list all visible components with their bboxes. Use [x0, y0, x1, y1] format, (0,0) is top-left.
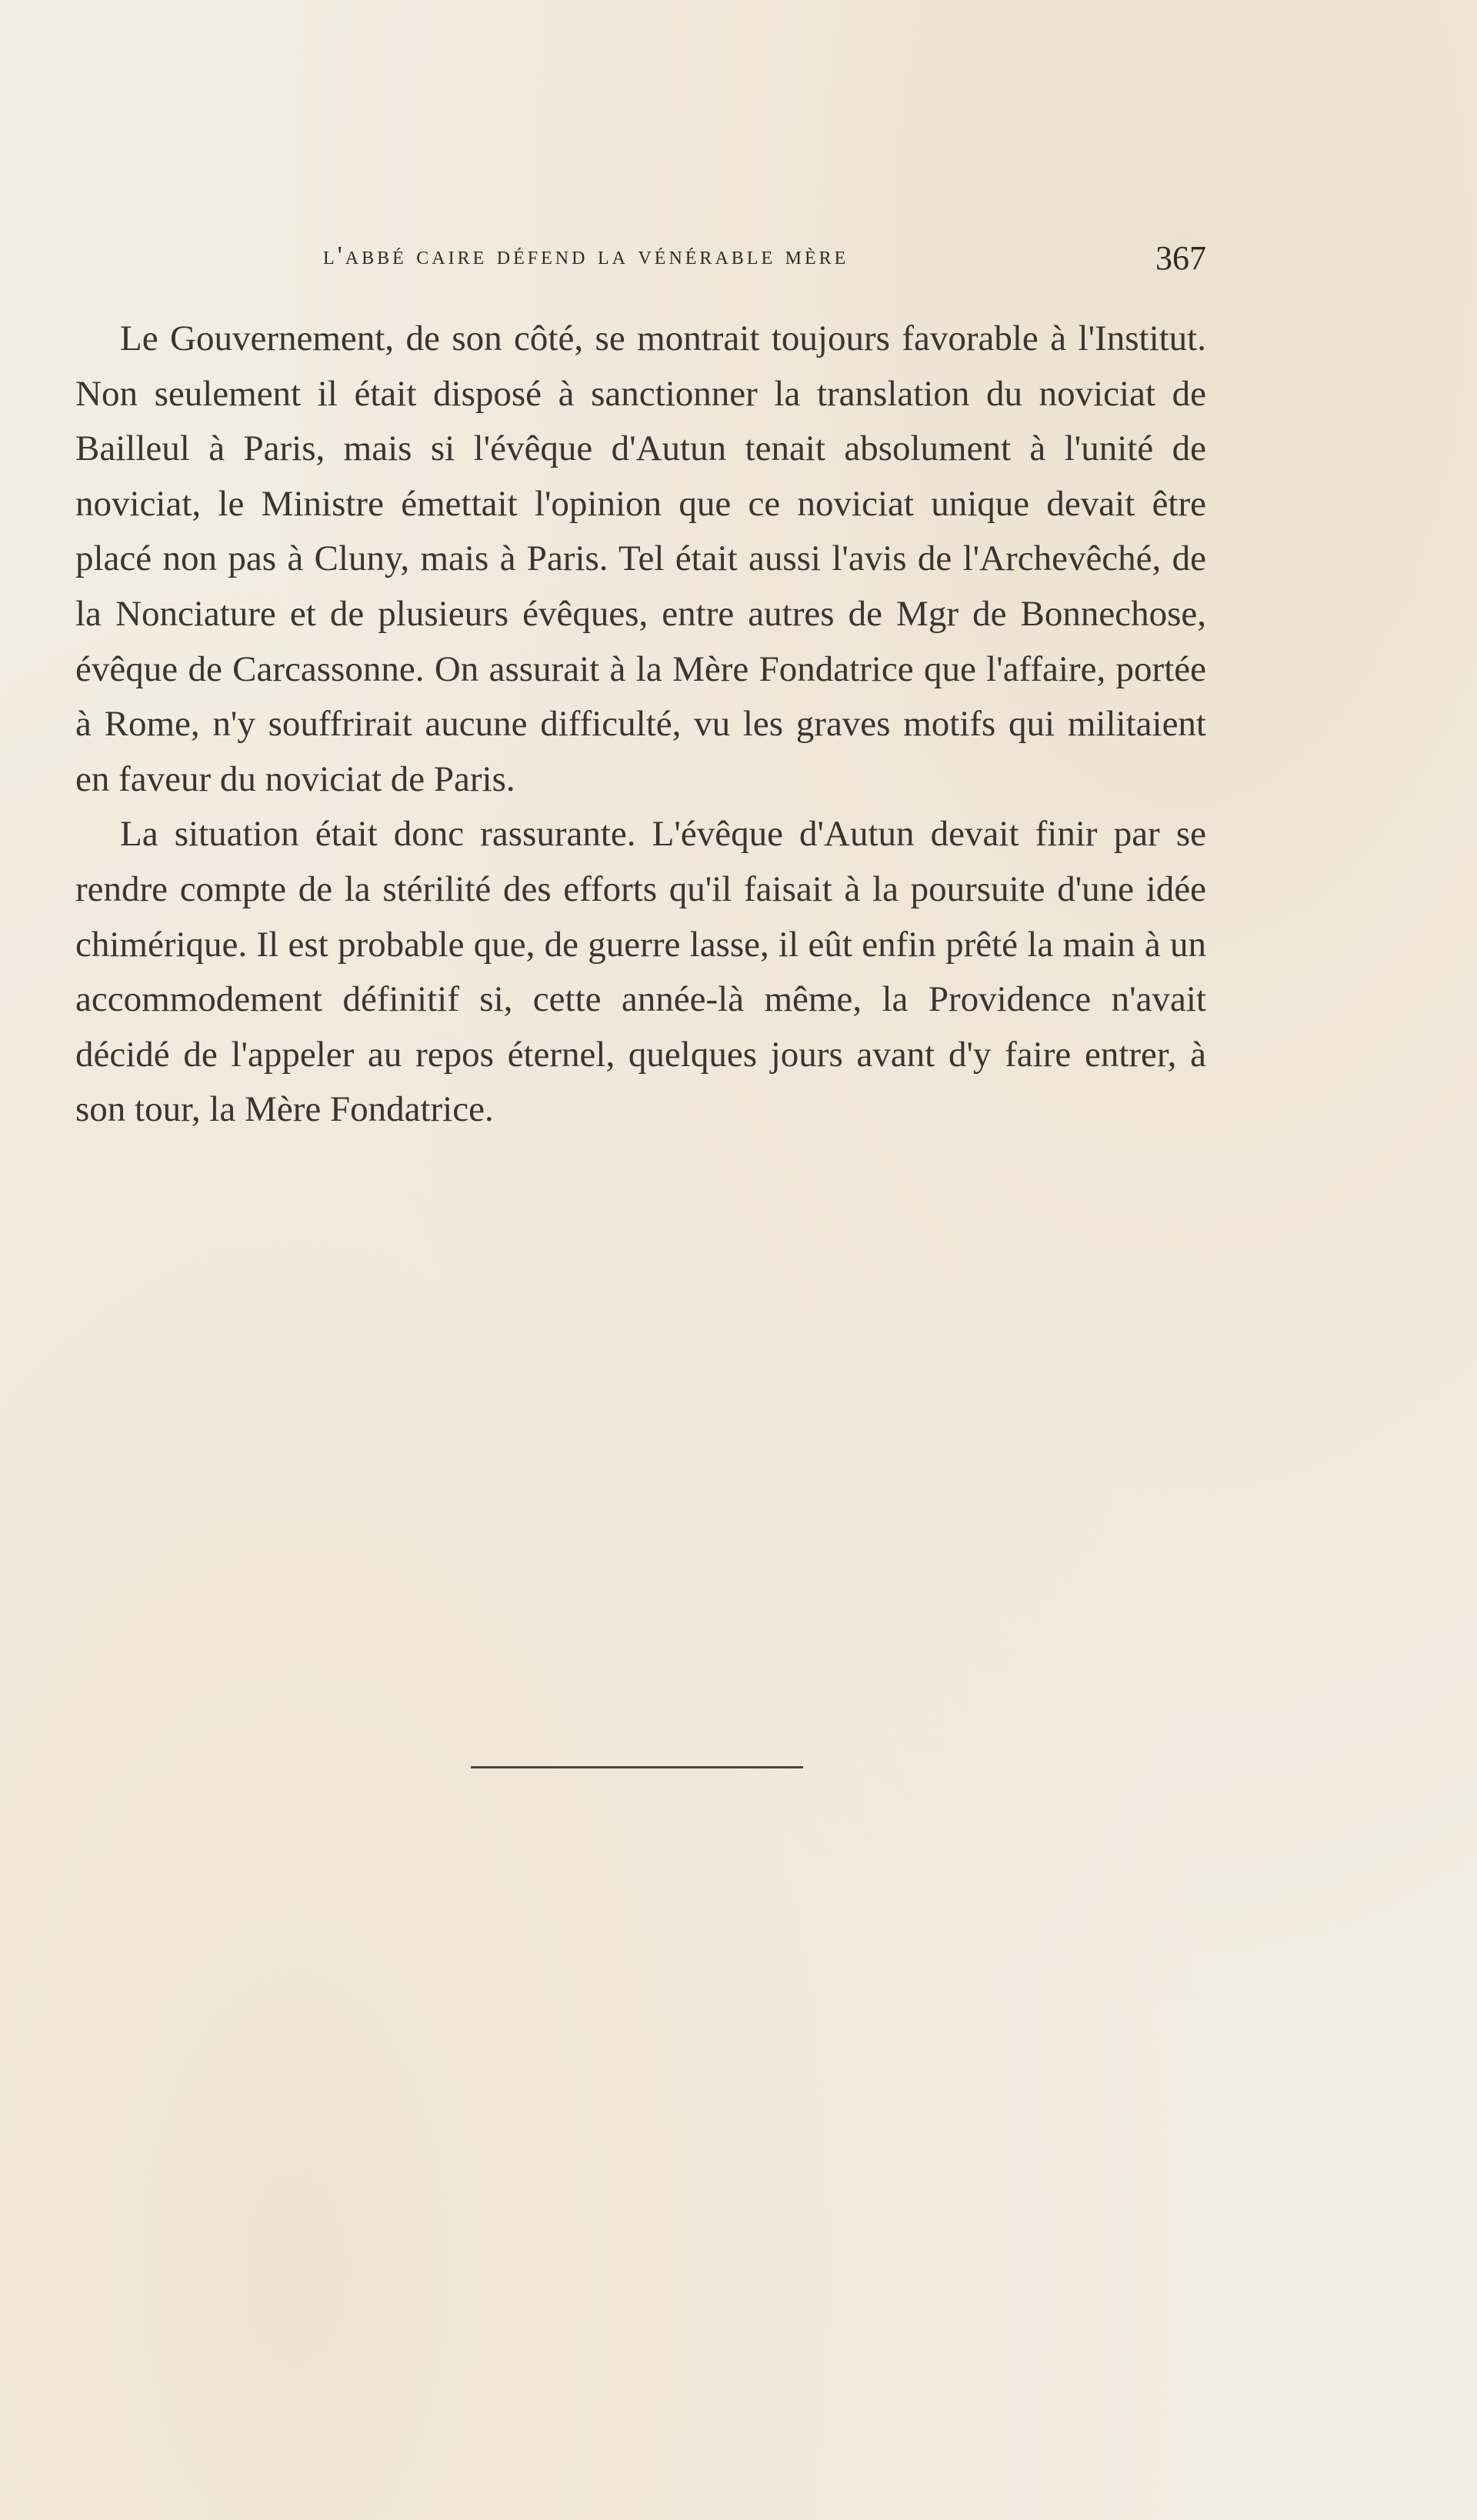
section-divider-rule — [471, 1766, 803, 1768]
running-head — [323, 238, 1206, 285]
paragraph-1: Le Gouvernement, de son côté, se montrait toujours favorable à l'Institut. Non seulement il était disposé à sanctionner la translation du noviciat de Bailleul à Paris, mais si l'évêque d'Autun tenait absolument à l'unité de noviciat, le Ministre émettait l'opinion que ce noviciat unique devait être placé non pas à Cluny, mais à Paris. Tel était aussi l'avis de l'Archevêché, de la Nonciature et de plusieurs évêques, entre autres de Mgr de Bonnechose, évêque de Carcassonne. On assurait à la Mère Fondatrice que l'affaire, portée à Rome, n'y souffrirait aucune difficulté, vu les graves motifs qui militaient en faveur du noviciat de Paris. — [75, 318, 1206, 799]
paragraph-2: La situation était donc rassurante. L'évêque d'Autun devait finir par se rendre compte de la stérilité des efforts qu'il faisait à la poursuite d'une idée chimérique. Il est probable que, de guerre lasse, il eût enfin prêté la main à un accommodement définitif si, cette année-là même, la Providence n'avait décidé de l'appeler au repos éternel, quelques jours avant d'y faire entrer, à son tour, la Mère Fondatrice. — [75, 814, 1206, 1130]
running-title: l'abbé caire défend la vénérable mère — [323, 242, 849, 270]
page-number: 367 — [1155, 239, 1206, 277]
body-text — [75, 312, 1206, 1138]
